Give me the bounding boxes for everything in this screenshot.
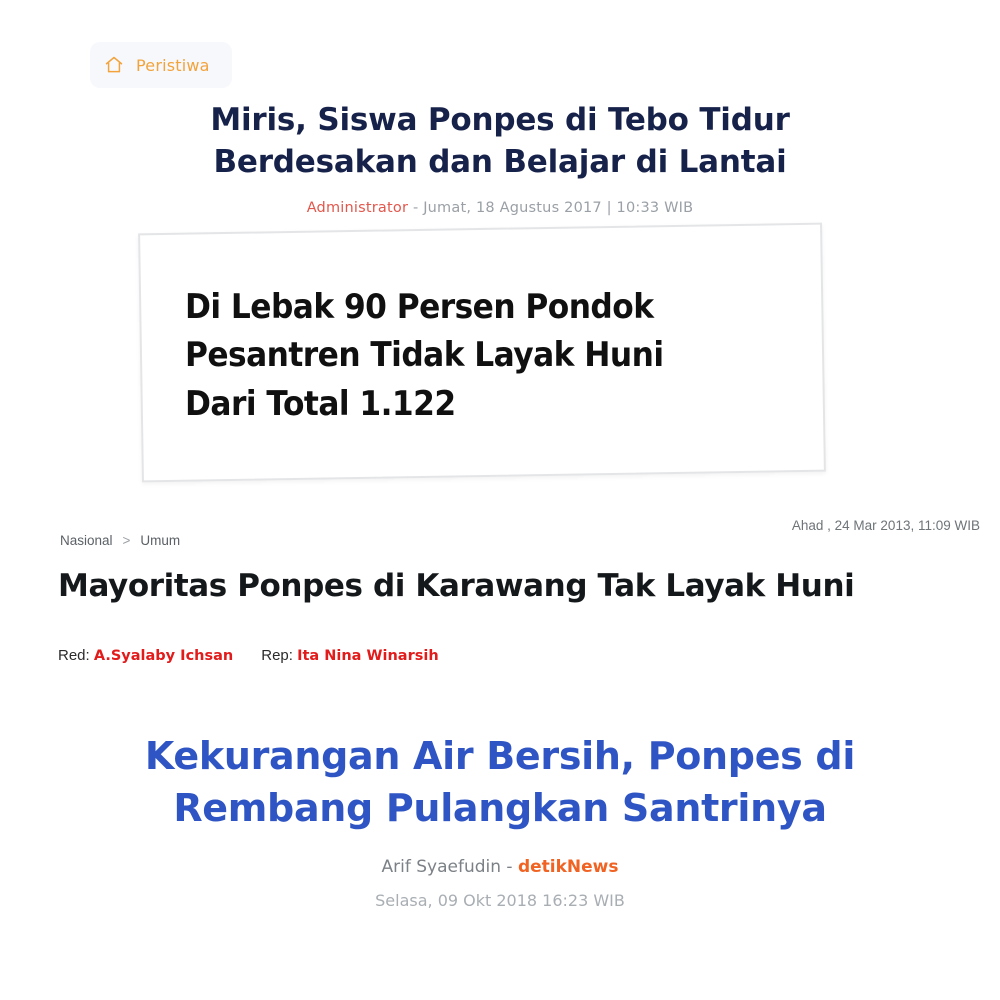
article-4-title xyxy=(0,730,1000,835)
article-1-timestamp: - Jumat, 18 Agustus 2017 | 10:33 WIB xyxy=(408,200,694,216)
reporter-name[interactable]: Ita Nina Winarsih xyxy=(297,648,439,664)
article-4-author: Arif Syaefudin - xyxy=(381,856,518,877)
article-4-title-line-1: Kekurangan Air Bersih, Ponpes di xyxy=(144,734,856,778)
editor-name[interactable]: A.Syalaby Ichsan xyxy=(93,648,234,664)
article-3-date: Ahad , 24 Mar 2013, 11:09 WIB xyxy=(791,518,980,533)
article-1-title-line-2: Berdesakan dan Belajar di Lantai xyxy=(213,143,787,180)
article-4-timestamp: Selasa, 09 Okt 2018 16:23 WIB xyxy=(375,890,625,910)
article-4-brand[interactable]: detikNews xyxy=(517,856,619,877)
article-1-title-line-1: Miris, Siswa Ponpes di Tebo Tidur xyxy=(210,102,790,138)
reporter-credit xyxy=(261,647,438,664)
article-3-title: Mayoritas Ponpes di Karawang Tak Layak Huni xyxy=(58,568,855,604)
article-1-author: Administrator xyxy=(306,200,409,216)
breadcrumb xyxy=(60,533,180,548)
home-icon xyxy=(104,55,124,75)
editor-credit xyxy=(58,647,233,664)
article-1-byline xyxy=(0,200,1000,216)
breadcrumb-separator: > xyxy=(122,533,131,548)
article-4-byline xyxy=(0,857,1000,877)
category-pill[interactable] xyxy=(90,42,232,88)
editor-label: Red: xyxy=(58,647,90,664)
article-4-title-line-2: Rembang Pulangkan Santrinya xyxy=(173,786,827,831)
reporter-label: Rep: xyxy=(261,647,293,664)
article-3-credits xyxy=(58,647,439,664)
category-label: Peristiwa xyxy=(136,55,210,75)
article-2-title: Di Lebak 90 Persen Pondok Pesantren Tidak Layak Huni Dari Total 1.122 xyxy=(185,287,664,424)
article-1-title xyxy=(0,100,1000,183)
breadcrumb-item-umum[interactable]: Umum xyxy=(140,533,181,548)
article-4 xyxy=(0,730,1000,910)
breadcrumb-item-nasional[interactable]: Nasional xyxy=(60,533,113,548)
